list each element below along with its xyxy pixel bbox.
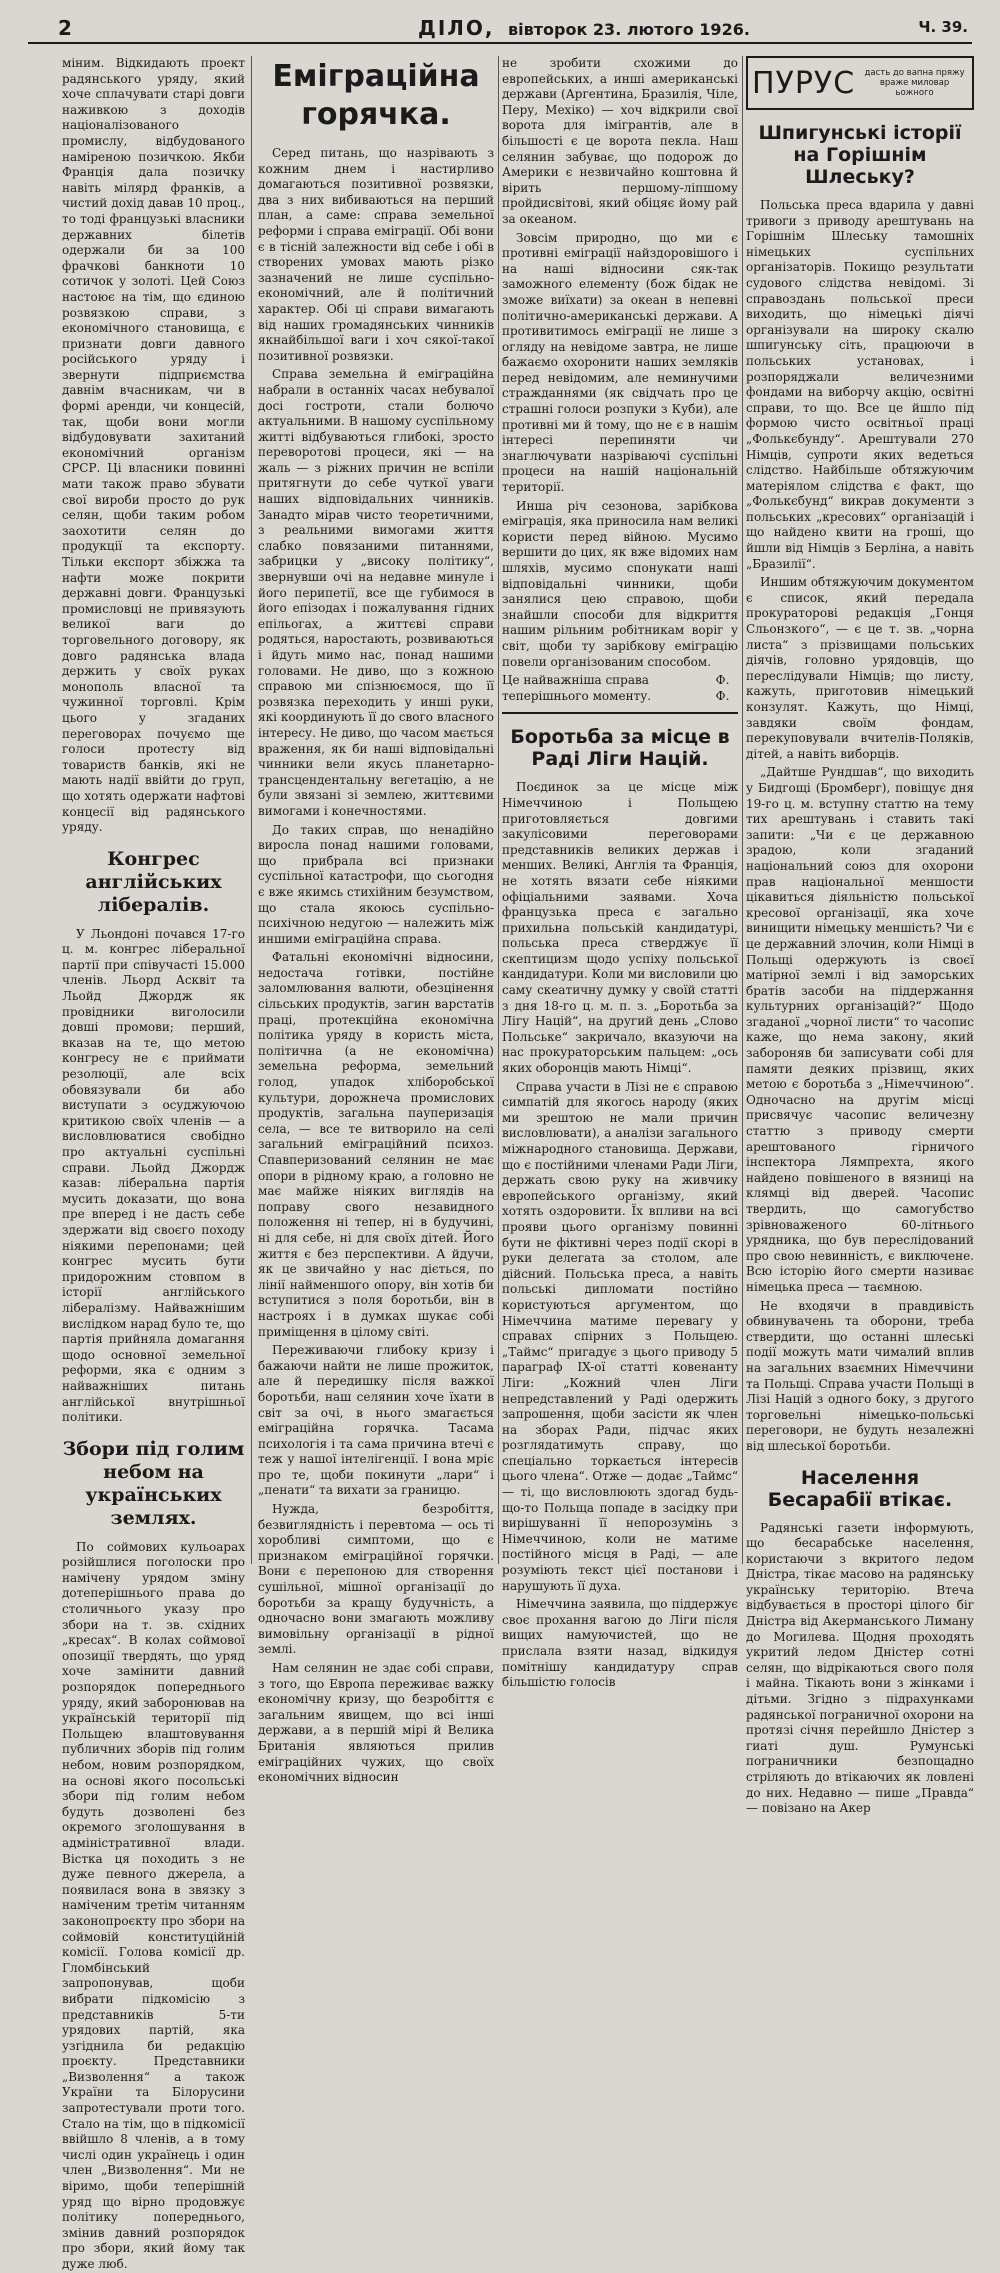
column-divider [251,56,252,1564]
headline-league-of-nations: Боротьба за місце в Раді Ліги Націй. [510,726,730,771]
league-paragraph: Справа участи в Лізі не є справою симпатій для якогось народу (яких ми зрештою не мали причин висловлювати), а аналізи загального міжнародного становища. Держави, що є постійними членами Ради Ліги, держать свою руку на живчику европейського організму, який хотять оздоровити. Їх впливи на всі прояви цього організму повинні бути не фіктивні через події скорі в руки делегата за столом, але дійсний. Польська преса, а навіть польські дипломати постійно користуються аргументом, що Німеччина матиме перевагу у справах спірних з Польщею. „Таймс“ пригадує з цього приводу 5 параграф IX-ої статті ковенанту Ліги: „Кожний член Ліги непредставлений у Раді одержить запрошення, щоби засісти як член на зборах Ради, підчас яких розглядатимуть справу, що спеціально торкається інтересів цього члена“. Отже — додає „Таймс“ — ті, що висловлюють здогад будь-що-то Польща попаде в засідку при вирішуванні її непорозумінь з Німеччиною, коли не матиме постійного місця в Раді, — але розуміють текст цієї постанови і нарушують її духа. [502,1079,738,1593]
masthead-title [418,16,750,40]
ad-slogan: дасть до вапна пряжу враже миловар ьожного [864,68,965,98]
emigration-continuation: не зробити схожими до европейських, а инші американські держави (Аргентина, Бразилія, Чіле, Перу, Мехіко) — хоч відкрили свої ворота для імігрантів, але в більшості є це ворота пекла. Наш селянин забуває, що подорож до Америки є незвичайно коштовна й вірить першому-ліпшому пройдисвітові, який обіцяє йому рай за океаном. [502,56,738,226]
column-3 [502,56,738,1690]
headline-emigration-fever: Еміграційна горячка. [272,59,480,132]
emigration-paragraph: Серед питань, що назрівають з кожним днем і настирливо домагаються позитивної розвязки, два з них вибиваються на перший план, а саме: справа земельної реформи і справа еміграції. Обі вони є в тісній залежности від себе і обі в створених умовах мають різко зазначений не лише суспільно-економічний, але й політичний характер. Обі ці справи вимагають від наших громадянських чинників якнайбільшої ваги і хоч сякої-такої позитивної розвязки. [258,146,494,363]
silesia-paragraph: Не входячи в правдивість обвинувачень та оборони, треба ствердити, що останні шлеські події можуть мати чималий вплив на загальних взаємних Німеччини та Польщі. Справа участи Польщі в Лізі Націй з одного боку, з другого торговельні німецько-польські переговори, не будуть незалежні від шлеської боротьби. [746,1298,974,1453]
masthead [28,14,972,44]
emigration-paragraph: Нам селянин не здає собі справи, з того, що Европа переживає важку економічну кризу, що безробіття є загальним явищем, що всі інші держави, а в першій мірі й Велика Британія являються прилив еміграційних чужих, що своїх економічних відносин [258,1661,494,1785]
issue-number: Ч. 39. [918,18,968,36]
liberal-congress-text: У Льондоні почався 17-го ц. м. конгрес ліберальної партії при співучасті 15.000 членів. Льорд Асквіт та Льойд Джордж як провідники виголосили довші промови; перший, вказав на те, що метою конгресу не є приймати резолюції, але всіх обовязували би або виступати з осуджуючою критикою своїх членів — а висловлюватися свобідно про актуальні суспільні справи. Льойд Джордж казав: ліберальна партія мусить доказати, що вона пре вперед і не дасть себе здержати від своєго походу ніякими перепонами; цей конгрес мусить бути придорожним стовпом в історії англійського лібералізму. Найважнішим вислідком нарад було те, що партія прийняла домагання щодо основної земельної реформи, яка є одним з найважніших питань англійської внутрішньої політики. [62,926,245,1425]
issue-date: вівторок 23. лютого 1926. [508,20,750,39]
paper-name: ДІЛО, [418,16,495,40]
open-air-meetings-text: По соймових кульоарах розійшлися поголоски про намічену урядом зміну дотеперішнього права до столичнього указу про збори на т. зв. східних „кресах“. В колах соймової опозиції твердять, що уряд хоче замінити давний розпорядок попереднього уряду, який заборонював на українській території під Польщею влаштовування публичних зборів під голим небом, новим розпорядком, на основі якого посольські збори під голим небом будуть дозволені без окремого зголошування в адміністративної влади. Вістка ця походить з не дуже певного джерела, а появилася вона в звязку з наміченим третім читанням законопроєкту про збори на соймовій конституційній комісії. Голова комісії др. Гломбінський запропонував, щоби вибрати підкомісію з представників 5-ти урядових партій, яка узгіднила би редакцію проєкту. Представники „Визволення“ а також України та Білорусини запротестували проти того. Стало на тім, що в підкомісії ввійшло 8 членів, а в тому числі один українець і один член „Визволення“. Ми не віримо, щоби теперішній уряд що вірно продовжує політику попереднього, змінив давний розпорядок про збори, який йому так дуже люб. [62,1539,245,2271]
column-1 [62,56,245,2271]
column-divider [498,56,499,1564]
closing-sentence: Це найважніша справа теперішнього моменту. [502,673,652,703]
emigration-paragraph: До таких справ, що ненадійно виросла понад нашими головами, що прибрала всі признаки суспільної катастрофи, що сьогодня є вже якимсь стихійним безумством, що стала якоюсь суспільно-психічною недугою — належить між иншими еміграційна справа. [258,822,494,946]
league-paragraph: Німеччина заявила, що піддержує своє прохання вагою до Ліги після вищих намуючистей, що не прислала взяти назад, відкидуя помітнішу кандидатуру справ більшістю голосів [502,1597,738,1690]
emigration-paragraph: Справа земельна й еміграційна набрали в останніх часах небувалої досі гостроти, стали болючо актуальними. В нашому суспільному житті відбуваються глибокі, зросто переворотові процеси, які — на жаль — з ріжних причин не вспіли притягнути до себе чуткої уваги наших відповідальних чинників. Занадто мірав чисто теоретичними, з реальними вимогами життя слабко повязаними питаннями, забрицки у „високу політику“, звернувши очі на недавне минуле і його перипетії, все ще губимося в його епізодах і пожалування гідних епільогах, а життєві справи родяться, наростають, розвиваються і йдуть мимо нас, понад нашими головами. Не диво, що з кожною справою ми спізнюємося, що її розвязка переходить у инші руки, які координують її до свого власного інтересу. Не диво, що часом мається враження, як би наші відповідальні чинники вели якусь планетарно-трансцендентальну вегетацію, а не були звязані зі землею, життєвими вимогами і конечностями. [258,367,494,818]
article-continuation-text: міним. Відкидають проект радянського уряду, який хоче сплачувати старі довги наживкою з доходів націоналізованого промислу, відбудованого наміреною позичкою. Якби Франція дала позичку навіть мілярд франків, а чистий дохід давав 10 проц., то тоді французькі власники державних білетів одержали би за 100 фрачкові банкноти 10 сотичок у золоті. Цей Союз настоює на тім, що єдиною розвязкою справи, з економічного становища, є признати довги давного російського уряду і звернути підприємства давнім вчасникам, чи в формі аренди, чи концесій, так, щоби вони могли відбудовувати захитаний економічний організм СРСР. Ці власники повинні мати також право збувати свої вироби просто до рук селян, щоби таким робом заохотити селян до продукції та експорту. Тільки експорт збіжжа та нафти може покрити державні довги. Французькі промисловці не привязують великої ваги до торговельного договору, як довго радянська влада держить у своїх руках монополь власної та чужинної торговлі. Крім цього у згаданих переговорах почуємо ще голоси протесту від товариств банків, які не мають надії ввійти до груп, що хотять одержати нафтові концесії від радянського уряду. [62,56,245,835]
headline-bessarabia: Населення Бесарабії втікає. [767,1466,953,1511]
silesia-paragraph: Иншим обтяжуючим документом є список, який передала прокураторові редакція „Гонця Сльонзкого“, — є це т. зв. „чорна листа“ з прізвищами польських діячів, головно урядовців, що переслідували Німців; що листу, кажуть, приготовив німецький конзулят. Кажуть, що Німці, завдяки своїм фондам, перекуповували вчителів-Поляків, дітей, а навіть виборців. [746,575,974,761]
emigration-paragraph: Инша річ сезонова, зарібкова еміграція, яка приносила нам великі користи перед війною. Мусимо вершити до цих, як вже відомих нам шляхів, мусимо спонукати наші відповідальні чинники, щоби занялися цею справою, щоби знайшли способи для відкриття нашим рільним робітникам воріг у світ, щоби ту зарібкову еміграцію повели організованим способом. [502,498,738,669]
author-signature: Ф. Ф. [715,673,730,703]
bessarabia-paragraph: Радянські газети інформують, що бесарабське населення, користаючи з вкритого ледом Дністра, тікає масово на радянську українську територію. Втеча відбувається в просторі цілого біг Дністра від Акерманського Лиману до Могилева. Щодня проходять укритий ледом Дністер сотні селян, що відрікаються свого поля і майна. Тікають вони з жінками і дітьми. Згідно з підрахунками радянської пограничної охорони на протязі січня перейшло Дністер з гиаті душ. Румунські пограничники безпощадно стріляють до втікаючих як ловлені до них. Недавно — пише „Правда“ — повізано на Акер [746,1520,974,1816]
league-paragraph: Поєдинок за це місце між Німеччиною і Польщею приготовляється довгими закулісовими переговорами представників великих держав і менших. Великі, Англія та Франція, не хотять вязати себе ніякими офіціальними заявами. Хоча французька преса є загально прихильна польській кандидатурі, польська преса стверджує її скептицизм щодо успіху польської кандидатури. Коли ми висловили цю саму скеатичну думку у своїй статті з дня 18-го ц. м. п. з. „Боротьба за Лігу Націй“, на другий день „Слово Польське“ закричало, вказуючи на нас прокураторським пальцем: „ось яких оборонців мають Німці“. [502,780,738,1076]
headline-open-air-meetings: Збори під голим небом на українських землях. [62,1437,245,1529]
headline-liberal-congress: Конгрес англійських лібералів. [85,847,222,916]
silesia-paragraph: Польська преса вдарила у давні тривоги з приводу арештувань на Горішнім Шлеську тамошніх німецьких суспільних організаторів. Покищо результати судового слідства невідомі. Зі справоздань польської преси виходить, що німецькі діячі організували на широку скалю шпигунську сіть, працюючи в польських установах, і розпоряджали величезними фондами на виборчу акцію, освітні справи, то що. Все це йшло під формою чисто освітньої праці „Фолькєбунду“. Арештували 270 Німців, супроти яких ведеться слідство. Найбільше обтяжуючим матеріялом слідства є факт, що „Фолькєбунд“ викрав документи з польських „кресових“ організацій і що найдено квити на гроші, що йшли від Німців з Берліна, а навіть „Бразилії“. [746,198,974,571]
section-divider [502,712,738,714]
column-2 [258,56,494,1785]
column-divider [742,56,743,1564]
ad-brand-name: ПУРУС [752,65,856,101]
headline-silesia-spy-stories: Шпигунські історії на Горішнім Шлеську? [758,122,962,188]
emigration-paragraph: Зовсім природно, що ми є противні еміграції найздоровішого і на наші відносини сяк-так заможного елементу (бож бідак не зможе виїхати) за океан в непевні політично-американські держави. А противитимось еміграції не лише з огляду на невідоме завтра, не лише бажаємо охоронити наших земляків перед невідомим, але неминучими стражданнями (як свідчать про це страшні голоси розпуки з Куби), але противні ми й тому, що не є в нашім інтересі перепиняти чи знаглючувати назріваючі суспільні процеси на нашій національній території. [502,230,738,495]
emigration-paragraph: Переживаючи глибоку кризу і бажаючи найти не лише прожиток, але й передишку після важкої боротьби, наш селянин хоче їхати в світ за очі, в нього змагається еміграційна горячка. Тасама психологія і та сама причина втечі є теж у нашої інтелігенції. І вона мріє про те, щоби покинути „лари“ і „пенати“ та вихати за границю. [258,1343,494,1498]
emigration-paragraph: Фатальні економічні відносини, недостача готівки, постійне заломлювання валюти, обезцінення сільських продуктів, загин варстатів праці, протекційна економічна політика уряду в користь міста, політична (а не економічна) земельна реформа, земельний голод, упадок хліборобської культури, дорожнеча промислових продуктів, загальна пауперизація села, — все те витворило на селі загальний еміграційний психоз. Спавперизований селянин не має опори в рідному краю, а головно не має майже ніяких виглядів на поправу свого незавидного положення ні тепер, ні в будучині, ні для себе, ні для своїх дітей. Його життя є без перспективи. А йдучи, як це звичайно у нас діється, по лінії найменшого опору, він хотів би вступитися з поля боротьби, він в настроях і в думках шукає собі приміщення в цілому світі. [258,950,494,1339]
emigration-paragraph: Нужда, безробіття, безвиглядність і перевтома — ось ті хоробливі симптоми, що є признаком еміграційної горячки. Вони є перепоною для створення сушільної, мішної організації до боротьби за кращу будучність, а одночасно вони змагають можливу вимовільну організації в рідної землі. [258,1502,494,1657]
page-number: 2 [58,16,72,40]
column-4 [746,56,974,1816]
silesia-paragraph: „Дайтше Рундшав“, що виходить у Бидгощі (Бромберг), повіщує дня 19-го ц. м. вступну статтю на тему тих арештувань і ставить такі запити: „Чи є це державною зрадою, коли згаданий національний союз для охорони прав національної меншости цікавиться діяльністю польської кресової організації, яка хоче винищити німецьку меншість? Чи є це державний злочин, коли Німці в Польщі одержують із своєї матірної землі і від заморських братів засоби на піддержання культурних організацій?“ Щодо згаданої „чорної листи“ то часопис каже, що нема закону, який забороняв би записувати собі для памяти деяких прізвищ, яких метою є боротьба з „Німеччиною“. Одночасно на другім місці присвячує часопис величезну статтю з приводу смерти арештованого гірничого інспектора Лямпрехта, якого найдено повішеного в вязниці на клямці від дверей. Часопис твердить, що самогубство зрівноваженого 60-літнього урядника, що був переслідований про свою невинність, є виключене. Всю історію його смерти називає німецька преса — таємною. [746,765,974,1294]
signature-line [502,673,738,704]
purus-advertisement [746,56,974,110]
